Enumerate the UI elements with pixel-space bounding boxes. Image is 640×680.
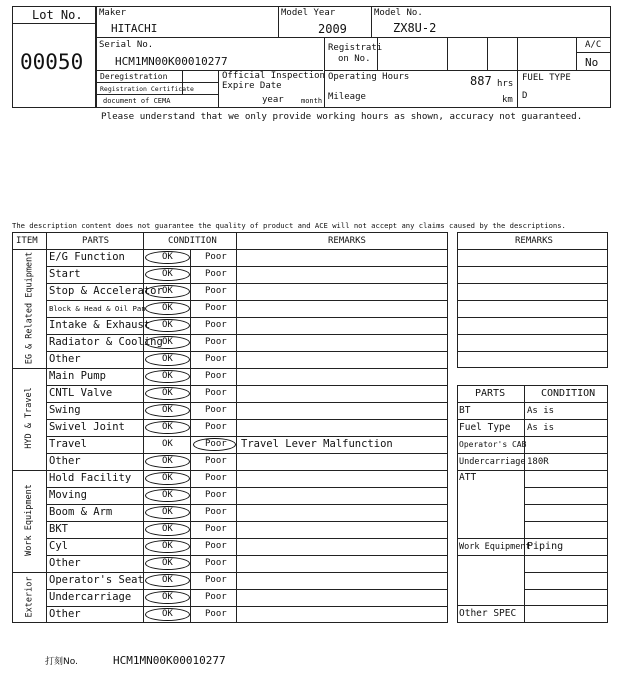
- cema-label: document of CEMA: [103, 97, 171, 105]
- parts-header: PARTS: [82, 236, 110, 246]
- selection-circle: [145, 387, 190, 400]
- poor-option[interactable]: Poor: [205, 456, 227, 466]
- ok-option[interactable]: OK: [162, 354, 173, 364]
- part-name: Stop & Accelerator: [49, 285, 163, 297]
- ok-option[interactable]: OK: [162, 524, 173, 534]
- reg-cert-label: Registration Certificate: [100, 85, 194, 93]
- poor-option[interactable]: Poor: [205, 286, 227, 296]
- ok-option[interactable]: OK: [162, 490, 173, 500]
- ok-option[interactable]: OK: [162, 422, 173, 432]
- footer-value: HCM1MN00K00010277: [113, 654, 226, 667]
- ok-option[interactable]: OK: [162, 507, 173, 517]
- poor-option[interactable]: Poor: [205, 337, 227, 347]
- selection-circle: [145, 523, 190, 536]
- poor-option[interactable]: Poor: [205, 558, 227, 568]
- part-name: Start: [49, 268, 81, 280]
- serial-label: Serial No.: [99, 40, 154, 50]
- selection-circle: [145, 251, 190, 264]
- part-name: Swivel Joint: [49, 421, 125, 433]
- group-label: Exterior: [24, 576, 34, 617]
- part-name: Other: [49, 608, 81, 620]
- model-no-label: Model No.: [374, 8, 423, 18]
- undercarriage-value: 180R: [527, 457, 549, 467]
- ok-option[interactable]: OK: [162, 337, 173, 347]
- inspection-label: Official Inspection: [222, 71, 325, 81]
- mileage-label: Mileage: [328, 92, 366, 102]
- poor-option[interactable]: Poor: [205, 354, 227, 364]
- poor-option[interactable]: Poor: [205, 422, 227, 432]
- poor-option[interactable]: Poor: [205, 320, 227, 330]
- fuel-type-label-side: Fuel Type: [459, 422, 511, 433]
- op-hours-value: 887: [470, 74, 492, 88]
- model-year-value: 2009: [318, 22, 347, 36]
- poor-option[interactable]: Poor: [205, 371, 227, 381]
- selection-circle: [145, 370, 190, 383]
- poor-option[interactable]: Poor: [205, 524, 227, 534]
- poor-option[interactable]: Poor: [205, 609, 227, 619]
- poor-option[interactable]: Poor: [205, 269, 227, 279]
- work-equipment-value: Piping: [527, 541, 564, 552]
- part-name: E/G Function: [49, 251, 125, 263]
- selection-circle: [145, 591, 190, 604]
- bt-label: BT: [459, 405, 471, 416]
- part-name: Other: [49, 557, 81, 569]
- part-name: Block & Head & Oil Pan: [49, 304, 146, 313]
- selection-circle: [145, 353, 190, 366]
- poor-option[interactable]: Poor: [205, 490, 227, 500]
- part-name: Travel: [49, 438, 87, 450]
- selection-circle: [145, 319, 190, 332]
- poor-option[interactable]: Poor: [205, 303, 227, 313]
- year-label: year: [262, 95, 284, 105]
- model-no-value: ZX8U-2: [393, 21, 437, 35]
- km-unit: km: [502, 95, 513, 105]
- poor-option[interactable]: Poor: [205, 575, 227, 585]
- work-equipment-label: Work Equipment: [459, 542, 531, 552]
- condition-header: CONDITION: [168, 236, 217, 246]
- ok-option[interactable]: OK: [162, 456, 173, 466]
- ok-option[interactable]: OK: [162, 269, 173, 279]
- poor-option[interactable]: Poor: [205, 541, 227, 551]
- inspection-label-2: Expire Date: [222, 81, 282, 91]
- part-name: BKT: [49, 523, 68, 535]
- selection-circle: [193, 438, 236, 451]
- ok-option[interactable]: OK: [162, 286, 173, 296]
- fuel-type-label: FUEL TYPE: [522, 73, 571, 83]
- month-label: month: [301, 97, 323, 105]
- ok-option[interactable]: OK: [162, 388, 173, 398]
- maker-label: Maker: [99, 8, 127, 18]
- ok-option[interactable]: OK: [162, 558, 173, 568]
- poor-option[interactable]: Poor: [205, 507, 227, 517]
- selection-circle: [145, 506, 190, 519]
- selection-circle: [145, 557, 190, 570]
- part-name: Boom & Arm: [49, 506, 113, 518]
- selection-circle: [145, 404, 190, 417]
- selection-circle: [145, 540, 190, 553]
- bt-value: As is: [527, 406, 555, 416]
- part-name: Other: [49, 353, 81, 365]
- part-name: Moving: [49, 489, 87, 501]
- ok-option[interactable]: OK: [162, 541, 173, 551]
- ac-label: A/C: [585, 40, 602, 50]
- part-name: Operator's Seat: [49, 574, 144, 586]
- fuel-type-value-side: As is: [527, 423, 555, 433]
- poor-option[interactable]: Poor: [205, 473, 227, 483]
- op-hours-label: Operating Hours: [328, 72, 410, 82]
- part-name: Undercarriage: [49, 591, 132, 603]
- maker-value: HITACHI: [111, 22, 158, 35]
- selection-circle: [145, 489, 190, 502]
- ok-option[interactable]: OK: [162, 575, 173, 585]
- ok-option[interactable]: OK: [162, 320, 173, 330]
- deregistration-label: Deregistration: [100, 72, 168, 81]
- group-label: Work Equipment: [24, 484, 34, 556]
- right-remarks-header: REMARKS: [515, 236, 553, 246]
- part-name: Cyl: [49, 540, 68, 552]
- ok-option[interactable]: OK: [162, 473, 173, 483]
- ok-option[interactable]: OK: [162, 405, 173, 415]
- ok-option[interactable]: OK: [162, 303, 173, 313]
- selection-circle: [145, 421, 190, 434]
- row-remark: Travel Lever Malfunction: [241, 438, 393, 450]
- item-header: ITEM: [16, 236, 38, 246]
- footer-label: 打刻No.: [45, 657, 78, 667]
- registration-label: Registrati: [328, 43, 383, 53]
- undercarriage-label: Undercarriage: [459, 457, 526, 467]
- selection-circle: [145, 302, 190, 315]
- poor-option[interactable]: Poor: [205, 439, 227, 449]
- hrs-unit: hrs: [497, 79, 514, 89]
- registration-label-2: on No.: [338, 54, 371, 64]
- poor-option[interactable]: Poor: [205, 252, 227, 262]
- selection-circle: [145, 608, 190, 621]
- model-year-label: Model Year: [281, 8, 336, 18]
- part-name: Main Pump: [49, 370, 106, 382]
- notice-text: Please understand that we only provide working hours as shown, accuracy not guaranteed.: [101, 111, 583, 122]
- parts-col-header: PARTS: [475, 388, 506, 399]
- other-spec-label: Other SPEC: [459, 608, 517, 619]
- group-label: EG & Related Equipment: [24, 251, 34, 364]
- disclaimer-text: The description content does not guarantee the quality of product and ACE will not accept any claims caused by the descriptions.: [12, 221, 566, 230]
- remarks-header: REMARKS: [328, 236, 366, 246]
- part-name: Other: [49, 455, 81, 467]
- lot-number: 00050: [20, 50, 84, 74]
- ok-option[interactable]: OK: [162, 252, 173, 262]
- lot-label: Lot No.: [32, 8, 83, 22]
- att-label: ATT: [459, 472, 477, 483]
- selection-circle: [145, 268, 190, 281]
- poor-option[interactable]: Poor: [205, 592, 227, 602]
- ac-value: No: [585, 56, 599, 69]
- part-name: Intake & Exhaust: [49, 319, 151, 331]
- ok-option[interactable]: OK: [162, 371, 173, 381]
- ok-option[interactable]: OK: [162, 439, 173, 449]
- group-label: HYD & Travel: [24, 387, 34, 449]
- part-name: Radiator & Cooling: [49, 336, 163, 348]
- ok-option[interactable]: OK: [162, 609, 173, 619]
- part-name: Hold Facility: [49, 472, 132, 484]
- selection-circle: [145, 574, 190, 587]
- poor-option[interactable]: Poor: [205, 405, 227, 415]
- selection-circle: [145, 336, 190, 349]
- operator-cab-label: Operator's CAB: [459, 440, 527, 449]
- part-name: Swing: [49, 404, 81, 416]
- selection-circle: [145, 285, 190, 298]
- selection-circle: [145, 472, 190, 485]
- poor-option[interactable]: Poor: [205, 388, 227, 398]
- serial-value: HCM1MN00K00010277: [115, 55, 228, 68]
- selection-circle: [145, 455, 190, 468]
- condition-col-header: CONDITION: [541, 388, 596, 399]
- ok-option[interactable]: OK: [162, 592, 173, 602]
- fuel-type-value: D: [522, 91, 528, 101]
- part-name: CNTL Valve: [49, 387, 113, 399]
